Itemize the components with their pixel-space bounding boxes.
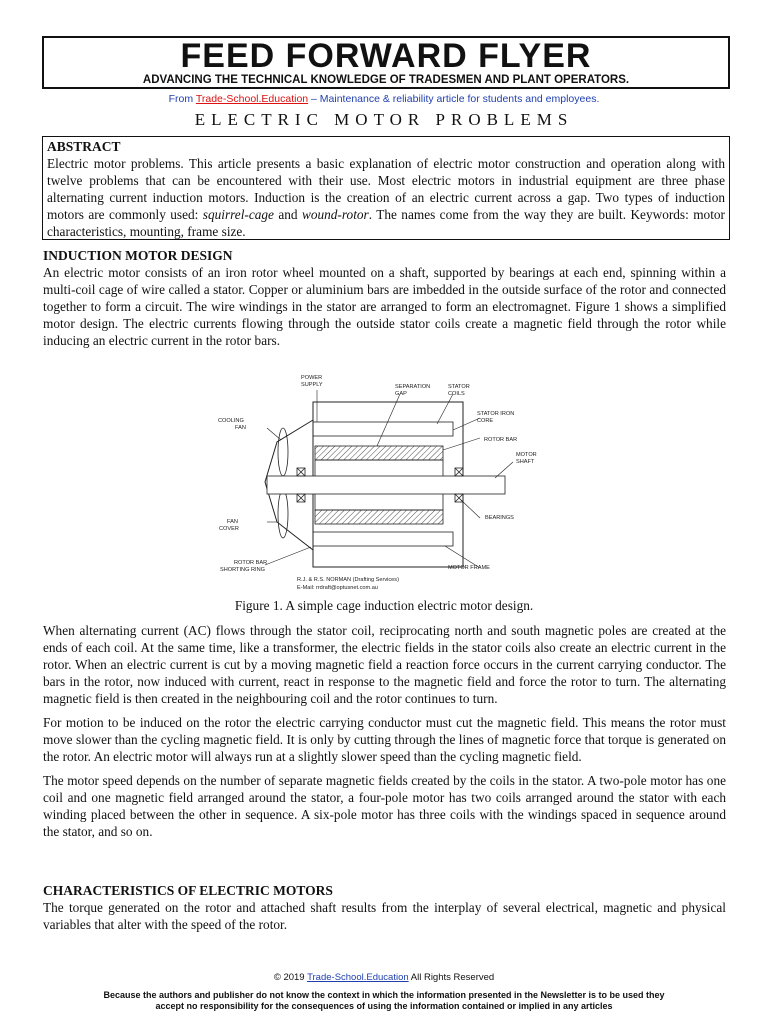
abstract-text-b: and bbox=[273, 207, 302, 222]
motor-shaft bbox=[267, 476, 505, 494]
newsletter-subtitle: ADVANCING THE TECHNICAL KNOWLEDGE OF TRADESMEN AND PLANT OPERATORS. bbox=[142, 74, 630, 86]
label-motor-shaft-html bbox=[516, 452, 537, 466]
label-motor-frame: MOTOR FRAME bbox=[448, 565, 490, 571]
paragraph: The motor speed depends on the number of separate magnetic fields created by the coils in the stator. A two-pole motor has one coil and one magnetic field arranged around the stator, a four-pole motor has two coils arranged around the stator with each winding placed between the other in sequence. A six-pole motor has three coils with the windings spaced in sequence around the stator, and so on. bbox=[43, 773, 726, 839]
figure-caption: Figure 1. A simple cage induction electric motor design. bbox=[234, 598, 534, 613]
trade-school-link[interactable]: Trade-School.Education bbox=[195, 93, 309, 105]
copyright-prefix: © 2019 bbox=[273, 972, 308, 983]
rotor-bar-bottom bbox=[315, 510, 443, 524]
section1-paragraph: An electric motor consists of an iron rotor wheel mounted on a shaft, supported by bearings at each end, spinning within a multi-coil cage of wire called a stator. Copper or aluminium bars are imbedded in the outside surface of the rotor and connected together to form a circuit. The wire windings in the stator are arranged to form an electromagnet. Figure 1 shows a simplified motor design. The electric currents flowing through the outside stator coils create a magnetic field through the rotor while inducing an electric current in the rotor bars. bbox=[43, 265, 726, 348]
label-bearings: BEARINGS bbox=[485, 515, 514, 521]
section1-heading: INDUCTION MOTOR DESIGN bbox=[43, 248, 233, 263]
section3-heading: CHARACTERISTICS OF ELECTRIC MOTORS bbox=[43, 883, 333, 898]
from-suffix: – Maintenance & reliability article for students and employees. bbox=[308, 93, 600, 105]
cooling-fan bbox=[278, 428, 288, 476]
abstract-heading: ABSTRACT bbox=[47, 139, 121, 154]
figure-credit-1: R.J. & R.S. NORMAN (Drafting Services) bbox=[297, 577, 399, 583]
label-shorting-ring-2: SHORTING RING bbox=[220, 567, 265, 573]
abstract-text-a: Electric motor problems. This article presents a basic explanation of electric motor construction and operation along with twelve problems that can be encountered with their use. Most electric motors in industrial equipment are three phase alternating current induction motors. Induction is the creation of an electric current across a gap. Two types of induction motors are commonly used: bbox=[47, 156, 725, 222]
paragraph: For motion to be induced on the rotor the electric carrying conductor must cut the magnetic field. This means the rotor must move slower than the cycling magnetic field. It is only by cutting through the lines of magnetic force that torque is generated on the rotor. An electric motor will always run at a slightly slower speed than the cycling magnetic field. bbox=[43, 715, 726, 764]
figure-credit-2: E-Mail: rrdraft@optusnet.com.au bbox=[297, 585, 378, 591]
label-power-supply-2: SUPPLY bbox=[301, 382, 323, 388]
disclaimer: Because the authors and publisher do not know the context in which the information presented in the Newsletter is to be used they accept no responsibility for the consequences of using the information contained or implied in any articles bbox=[103, 990, 665, 1011]
from-line bbox=[0, 93, 768, 105]
label-stator-iron-core-2: CORE bbox=[477, 418, 494, 424]
label-stator-iron-core: STATOR IRON bbox=[477, 411, 515, 417]
stator-bottom bbox=[313, 532, 453, 546]
newsletter-title: FEED FORWARD FLYER bbox=[180, 37, 592, 75]
abstract-em-wound-rotor: wound-rotor bbox=[301, 207, 369, 222]
stator-top bbox=[313, 422, 453, 436]
copyright-line bbox=[0, 972, 768, 983]
section-characteristics bbox=[43, 882, 726, 933]
paragraph: When alternating current (AC) flows through the stator coil, reciprocating north and south magnetic poles are created at the ends of each coil. At the same time, like a transformer, the electric fields in the stator coils also create an electric current in the rotor. When an electric current is cut by a moving magnetic field a reaction force occurs in the current carrying conductor. The bars in the rotor, now induced with current, react in response to the magnetic field and force the rotor to turn. The alternating magnetic field is then created in the neighbouring coil and the rotor continues to turn. bbox=[43, 623, 726, 706]
rotor-bar-top bbox=[315, 446, 443, 460]
copyright-link[interactable]: Trade-School.Education bbox=[307, 972, 409, 983]
label-separation-gap-2: GAP bbox=[395, 391, 407, 397]
label-stator-coils-2: COILS bbox=[448, 391, 465, 397]
label-cooling-fan: COOLING bbox=[218, 418, 244, 424]
abstract-box bbox=[42, 136, 730, 240]
abstract-text bbox=[47, 155, 725, 240]
abstract-text-c: . The names come from the way they are built. Keywords: motor characteristics, mounting, frame size. bbox=[47, 207, 725, 239]
section-induction-motor-design bbox=[43, 247, 726, 349]
label-cooling-fan-2: FAN bbox=[235, 425, 246, 431]
section3-paragraph: The torque generated on the rotor and attached shaft results from the interplay of several electrical, magnetic and physical variables that alter with the speed of the rotor. bbox=[43, 900, 726, 932]
label-stator-coils: STATOR bbox=[448, 384, 470, 390]
from-prefix: From bbox=[168, 93, 196, 105]
motor-diagram bbox=[205, 372, 518, 594]
label-fan-cover: FAN bbox=[227, 519, 238, 525]
label-power-supply: POWER bbox=[301, 375, 323, 381]
label-motor-shaft-line1: MOTOR bbox=[516, 452, 537, 458]
article-title: ELECTRIC MOTOR PROBLEMS bbox=[194, 110, 574, 129]
abstract-em-squirrel-cage: squirrel-cage bbox=[202, 207, 274, 222]
label-shorting-ring: ROTOR BAR bbox=[234, 560, 268, 566]
label-separation-gap: SEPARATION bbox=[395, 384, 431, 390]
masthead bbox=[42, 36, 730, 89]
copyright-suffix: All Rights Reserved bbox=[408, 972, 495, 983]
section-operation bbox=[43, 622, 726, 840]
label-rotor-bar: ROTOR BAR bbox=[484, 437, 518, 443]
label-fan-cover-2: COVER bbox=[219, 526, 239, 532]
label-motor-shaft-line2: SHAFT bbox=[516, 459, 535, 465]
